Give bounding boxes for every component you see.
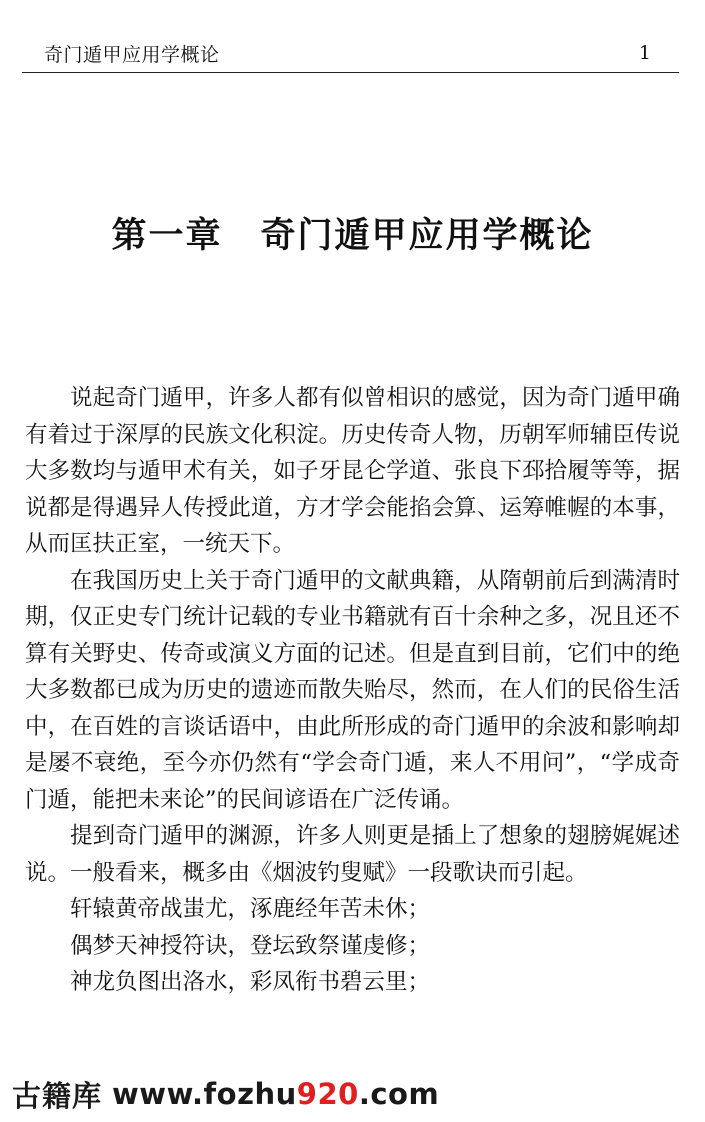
watermark xyxy=(10,1072,445,1116)
watermark-url-accent: 920 xyxy=(296,1077,359,1111)
page-number: 1 xyxy=(638,42,651,64)
watermark-url-suffix: .com xyxy=(358,1077,440,1111)
body-text xyxy=(25,380,680,1001)
chapter-heading xyxy=(0,208,705,258)
watermark-brand: 古籍库 xyxy=(12,1078,103,1113)
verse-line: 轩辕黄帝战蚩尤，涿鹿经年苦未休； xyxy=(70,896,431,922)
paragraph: 提到奇门遁甲的渊源，许多人则更是插上了想象的翅膀娓娓述说。一般看来，概多由《烟波钓叟赋》一段歌诀而引起。 xyxy=(25,823,680,886)
running-title: 奇门遁甲应用学概论 xyxy=(44,44,220,66)
paragraph: 说起奇门遁甲，许多人都有似曾相识的感觉，因为奇门遁甲确有着过于深厚的民族文化积淀。历史传奇人物，历朝军师辅臣传说大多数均与遁甲术有关，如子牙昆仑学道、张良下邳拾履等等，据说都是得遇异人传授此道，方才学会能掐会算、运筹帷幄的本事，从而匡扶正室，一统天下。 xyxy=(25,385,680,557)
running-header xyxy=(22,38,679,73)
chapter-number: 第一章 xyxy=(111,216,223,256)
verse-line: 偶梦天神授符诀，登坛致祭谨虔修； xyxy=(70,932,431,959)
verse-line: 神龙负图出洛水，彩凤衔书碧云里； xyxy=(70,969,431,995)
paragraph: 在我国历史上关于奇门遁甲的文献典籍，从隋朝前后到满清时期，仅正史专门统计记载的专业书籍就有百十余种之多，况且还不算有关野史、传奇或演义方面的记述。但是直到目前，它们中的绝大多数都已成为历史的遗迹而散失贻尽，然而，在人们的民俗生活中，在百姓的言谈话语中，由此所形成的奇门遁甲的余波和影响却是屡不衰绝，至今亦仍然有“学会奇门遁，来人不用问”，“学成奇门遁，能把未来论”的民间谚语在广泛传诵。 xyxy=(25,567,680,813)
watermark-url-prefix: www.fozhu xyxy=(112,1077,297,1111)
chapter-title: 奇门遁甲应用学概论 xyxy=(260,216,594,256)
watermark-url xyxy=(112,1077,439,1111)
